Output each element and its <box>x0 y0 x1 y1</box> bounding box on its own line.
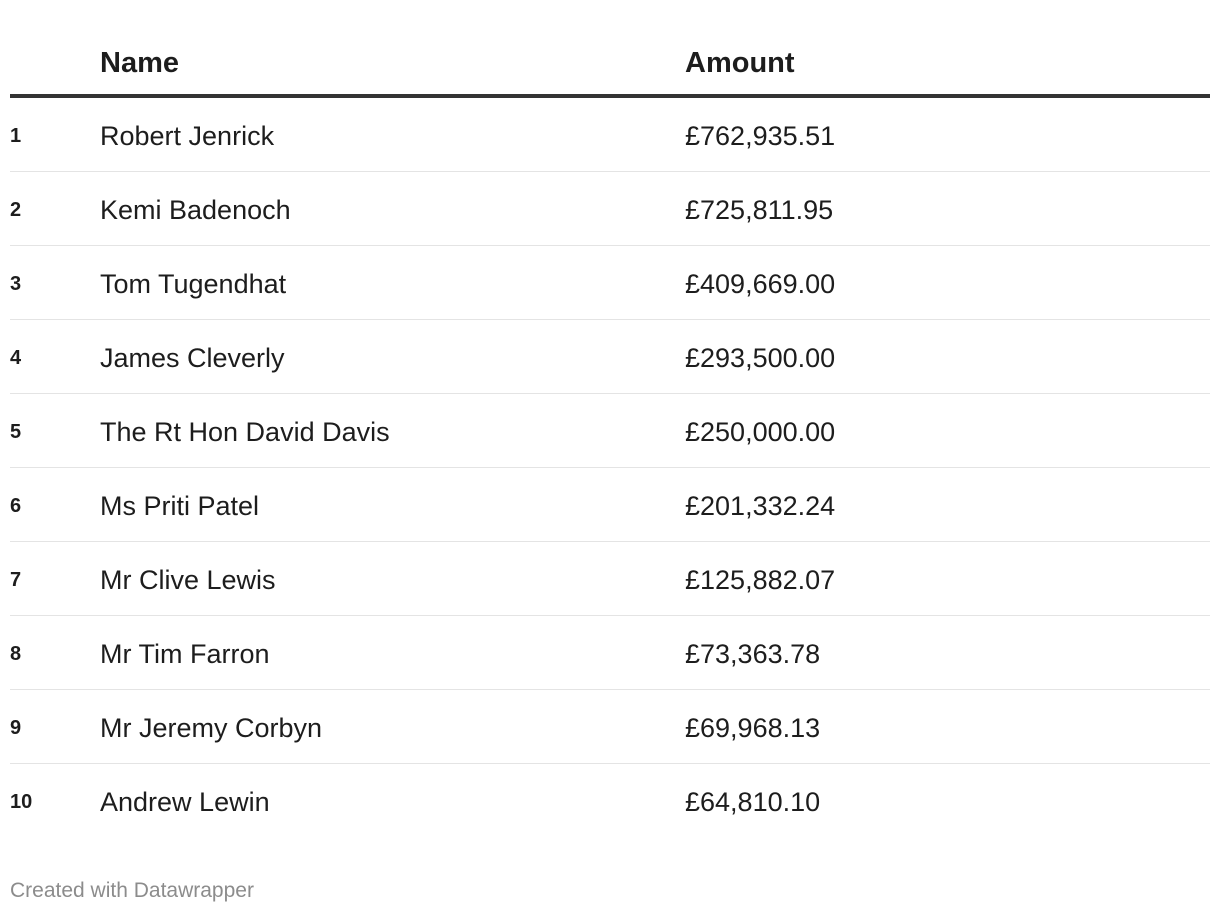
row-name: Mr Tim Farron <box>100 639 270 669</box>
row-name: James Cleverly <box>100 343 285 373</box>
row-amount: £250,000.00 <box>685 417 836 447</box>
table-row <box>10 320 1210 394</box>
row-name: Kemi Badenoch <box>100 195 291 225</box>
row-amount: £64,810.10 <box>685 787 821 817</box>
row-amount: £725,811.95 <box>685 195 834 225</box>
row-name: Ms Priti Patel <box>100 491 260 521</box>
row-rank: 7 <box>10 569 22 591</box>
table-row <box>10 172 1210 246</box>
table-row <box>10 394 1210 468</box>
table-body <box>10 98 1210 838</box>
row-amount: £69,968.13 <box>685 713 821 743</box>
row-amount: £73,363.78 <box>685 639 821 669</box>
row-amount: £201,332.24 <box>685 491 836 521</box>
row-rank: 9 <box>10 717 22 739</box>
data-table <box>10 25 1210 838</box>
table-row <box>10 98 1210 172</box>
row-amount: £762,935.51 <box>685 121 836 151</box>
row-rank: 1 <box>10 125 22 147</box>
row-rank: 4 <box>10 347 22 369</box>
row-rank: 8 <box>10 643 22 665</box>
table-row <box>10 468 1210 542</box>
row-rank: 3 <box>10 273 22 295</box>
table-row <box>10 542 1210 616</box>
row-name: Andrew Lewin <box>100 787 270 817</box>
table-row <box>10 690 1210 764</box>
row-rank: 2 <box>10 199 22 221</box>
row-name: Tom Tugendhat <box>100 269 287 299</box>
table-row <box>10 764 1210 838</box>
row-name: Robert Jenrick <box>100 121 275 151</box>
table-row <box>10 246 1210 320</box>
datawrapper-credit[interactable]: Created with Datawrapper <box>10 879 254 902</box>
column-header-amount[interactable]: Amount <box>685 47 795 79</box>
row-name: The Rt Hon David Davis <box>100 417 390 447</box>
table-header <box>10 25 1210 98</box>
row-amount: £293,500.00 <box>685 343 836 373</box>
row-rank: 10 <box>10 791 33 813</box>
row-amount: £125,882.07 <box>685 565 836 595</box>
column-header-name[interactable]: Name <box>100 47 179 79</box>
row-name: Mr Clive Lewis <box>100 565 276 595</box>
table-row <box>10 616 1210 690</box>
row-rank: 5 <box>10 421 22 443</box>
row-amount: £409,669.00 <box>685 269 836 299</box>
row-rank: 6 <box>10 495 22 517</box>
row-name: Mr Jeremy Corbyn <box>100 713 323 743</box>
